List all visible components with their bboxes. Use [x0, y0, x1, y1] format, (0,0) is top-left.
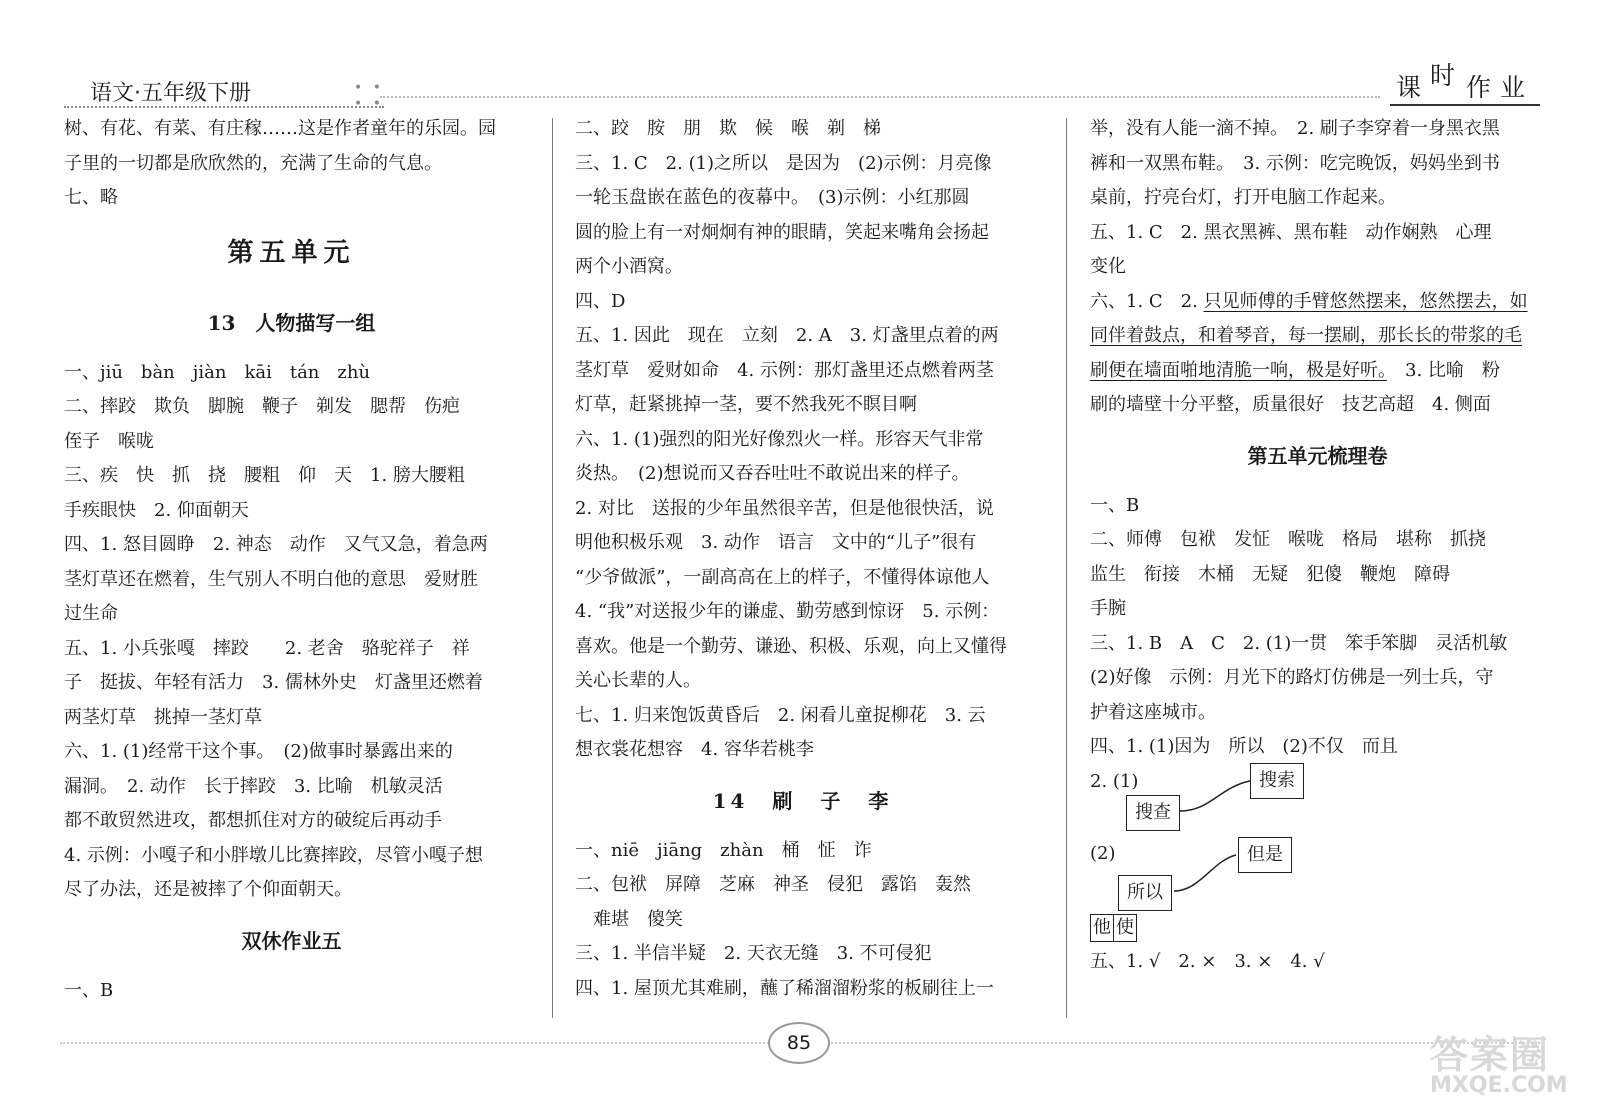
text-line: 五、1. √ 2. × 3. × 4. √ — [1090, 951, 1325, 972]
text-line: 圆的脸上有一对炯炯有神的眼睛，笑起来嘴角会扬起 — [575, 221, 989, 243]
lesson-heading: 13 人物描写一组 — [207, 310, 376, 335]
section-heading: 双休作业五 — [241, 928, 342, 953]
text-line: 四、D — [575, 290, 626, 312]
text-line: 两个小酒窝。 — [575, 256, 683, 277]
text-line: 难堪 傻笑 — [575, 908, 683, 930]
text-line: 刷的墙壁十分平整，质量很好 技艺高超 4. 侧面 — [1090, 394, 1491, 415]
text-line: 2. 对比 送报的少年虽然很辛苦，但是他很快活，说 — [575, 497, 994, 519]
text-line: 三、1. C 2. (1)之所以 是因为 (2)示例：月亮像 — [575, 152, 992, 174]
book-title-banner — [64, 72, 384, 112]
diagram-label: (2) — [1090, 842, 1116, 864]
text-line: (2)好像 示例：月光下的路灯仿佛是一列士兵，守 — [1090, 667, 1494, 688]
text-line: 漏洞。 2. 动作 长于摔跤 3. 比喻 机敏灵活 — [64, 775, 443, 797]
text-line: 灯草，赶紧挑掉一茎，要不然我死不瞑目啊 — [575, 394, 917, 415]
text-line: 二、包袱 屏障 芝麻 神圣 侵犯 露馅 轰然 — [575, 874, 971, 895]
word-link-diagram-1 — [1090, 765, 1545, 831]
text-line: 六、1. C 2. 只见师傅的手臂悠然摆来，悠然摆去，如 — [1090, 290, 1528, 312]
unit-heading: 第五单元 — [227, 237, 356, 268]
text-line: 茎灯草还在燃着，生气别人不明白他的意思 爱财胜 — [64, 568, 478, 590]
column-divider — [1066, 118, 1067, 1018]
underlined-answer: 只见师傅的手臂悠然摆来，悠然摆去，如 — [1203, 290, 1528, 312]
text-line: 桌前，拧亮台灯，打开电脑工作起来。 — [1090, 187, 1396, 208]
text-line: 茎灯草 爱财如命 4. 示例：那灯盏里还点燃着两茎 — [575, 359, 994, 381]
text-line: 七、1. 归来饱饭黄昏后 2. 闲看儿童捉柳花 3. 云 — [575, 704, 986, 726]
text-line: 炎热。 (2)想说而又吞吞吐吐不敢说出来的样子。 — [575, 463, 970, 484]
underlined-answer: 刷便在墙面啪地清脆一响，极是好听。 — [1090, 359, 1387, 381]
word-box: 搜查 — [1126, 795, 1180, 831]
text-line: 子 挺拔、年轻有活力 3. 儒林外史 灯盏里还燃着 — [64, 672, 483, 693]
text-line: 监生 衔接 木桶 无疑 犯傻 鞭炮 障碍 — [1090, 563, 1450, 585]
text-line: 树、有花、有菜、有庄稼……这是作者童年的乐园。园 — [64, 118, 496, 139]
word-box: 但是 — [1238, 837, 1292, 873]
text-line: 过生命 — [64, 603, 118, 624]
text-line: 四、1. 屋顶尤其难刷，蘸了稀溜溜粉浆的板刷往上一 — [575, 977, 994, 999]
word-link-diagram-2 — [1090, 831, 1545, 911]
text-line: 一、B — [1090, 494, 1140, 516]
series-title: 课 时 作 业 — [1390, 60, 1540, 106]
text-line: 关心长辈的人。 — [575, 670, 701, 691]
underlined-answer: 同伴着鼓点，和着琴音，每一摆刷，那长长的带浆的毛 — [1090, 325, 1522, 346]
text-line: 五、1. 因此 现在 立刻 2. A 3. 灯盏里点着的两 — [575, 325, 999, 346]
section-heading: 第五单元梳理卷 — [1247, 443, 1388, 468]
column-divider — [552, 118, 553, 1018]
text-line: 喜欢。他是一个勤劳、谦逊、积极、乐观，向上又懂得 — [575, 635, 1007, 657]
text-line: 变化 — [1090, 256, 1126, 277]
text-line: 一、B — [64, 979, 114, 1001]
text-line: 4. 示例：小嘎子和小胖墩儿比赛摔跤，尽管小嘎子想 — [64, 844, 483, 866]
text-line: 手腕 — [1090, 598, 1126, 619]
answer-column-3 — [1090, 112, 1545, 980]
text-line: 一轮玉盘嵌在蓝色的夜幕中。 (3)示例：小红那圆 — [575, 187, 970, 208]
text-line: 二、跤 胺 朋 欺 候 喉 剃 梯 — [575, 118, 881, 139]
text-line: 都不敢贸然进攻，都想抓住对方的破绽后再动手 — [64, 810, 442, 831]
text-line — [1090, 319, 1545, 354]
answer-column-2 — [575, 112, 1030, 1006]
text-line: 三、疾 快 抓 挠 腰粗 仰 天 1. 膀大腰粗 — [64, 465, 465, 486]
diagram-label: 2. (1) — [1090, 770, 1139, 792]
text-line: 手疾眼快 2. 仰面朝天 — [64, 499, 249, 521]
text-line: 六、1. (1)经常干这个事。 (2)做事时暴露出来的 — [64, 741, 453, 762]
text-line: 六、1. (1)强烈的阳光好像烈火一样。形容天气非常 — [575, 428, 984, 450]
text-line: 明他积极乐观 3. 动作 语言 文中的“儿子”很有 — [575, 532, 977, 553]
text-line: 护着这座城市。 — [1090, 701, 1216, 723]
text-line: 二、摔跤 欺负 脚腕 鞭子 剃发 腮帮 伤疤 — [64, 396, 460, 417]
header-divider — [380, 96, 1380, 98]
text-line: 一、niē jiāng zhàn 桶 怔 诈 — [575, 839, 872, 861]
text-line: 侄子 喉咙 — [64, 430, 154, 452]
word-box: 所以 — [1118, 875, 1172, 911]
text-line: 五、1. C 2. 黑衣黑裤、黑布鞋 动作娴熟 心理 — [1090, 221, 1492, 243]
text-line: 举，没有人能一滴不掉。 2. 刷子李穿着一身黑衣黑 — [1090, 118, 1500, 139]
text-line: 想衣裳花想容 4. 容华若桃李 — [575, 739, 814, 760]
text-line: 三、1. 半信半疑 2. 天衣无缝 3. 不可侵犯 — [575, 943, 932, 964]
text-line: 五、1. 小兵张嘎 摔跤 2. 老舍 骆驼祥子 祥 — [64, 637, 470, 659]
text-line: 4. “我”对送报少年的谦虚、勤劳感到惊讶 5. 示例： — [575, 601, 1000, 622]
text-line: 一、jiū bàn jiàn kāi tán zhù — [64, 361, 371, 383]
watermark-logo: 答案圈 MXQE.COM — [1430, 1033, 1568, 1098]
text-line: 七、略 — [64, 187, 118, 208]
text-line: 子里的一切都是欣欣然的，充满了生命的气息。 — [64, 152, 442, 174]
text-line: 二、师傅 包袱 发怔 喉咙 格局 堪称 抓挠 — [1090, 529, 1486, 550]
text-line: 四、1. 怒目圆睁 2. 神态 动作 又气又急，着急两 — [64, 534, 488, 555]
word-box: 搜索 — [1250, 763, 1304, 799]
text-line: 尽了办法，还是被摔了个仰面朝天。 — [64, 879, 352, 900]
page-number: 85 — [768, 1022, 830, 1064]
text-line: 刷便在墙面啪地清脆一响，极是好听。 3. 比喻 粉 — [1090, 359, 1500, 381]
lesson-heading: 14 刷 子 李 — [712, 788, 893, 813]
text-line: 四、1. (1)因为 所以 (2)不仅 而且 — [1090, 736, 1398, 757]
answer-column-1 — [64, 112, 519, 1008]
boxed-chars: 他 使 — [1090, 911, 1545, 946]
text-line: 两茎灯草 挑掉一茎灯草 — [64, 706, 262, 728]
text-line: 三、1. B A C 2. (1)一贯 笨手笨脚 灵活机敏 — [1090, 632, 1508, 654]
text-line: 裤和一双黑布鞋。 3. 示例：吃完晚饭，妈妈坐到书 — [1090, 152, 1500, 174]
header-decoration: • • • • — [354, 80, 384, 112]
text-line: “少爷做派”，一副高高在上的样子，不懂得体谅他人 — [575, 566, 990, 588]
book-title: 语文·五年级下册 — [90, 81, 251, 106]
